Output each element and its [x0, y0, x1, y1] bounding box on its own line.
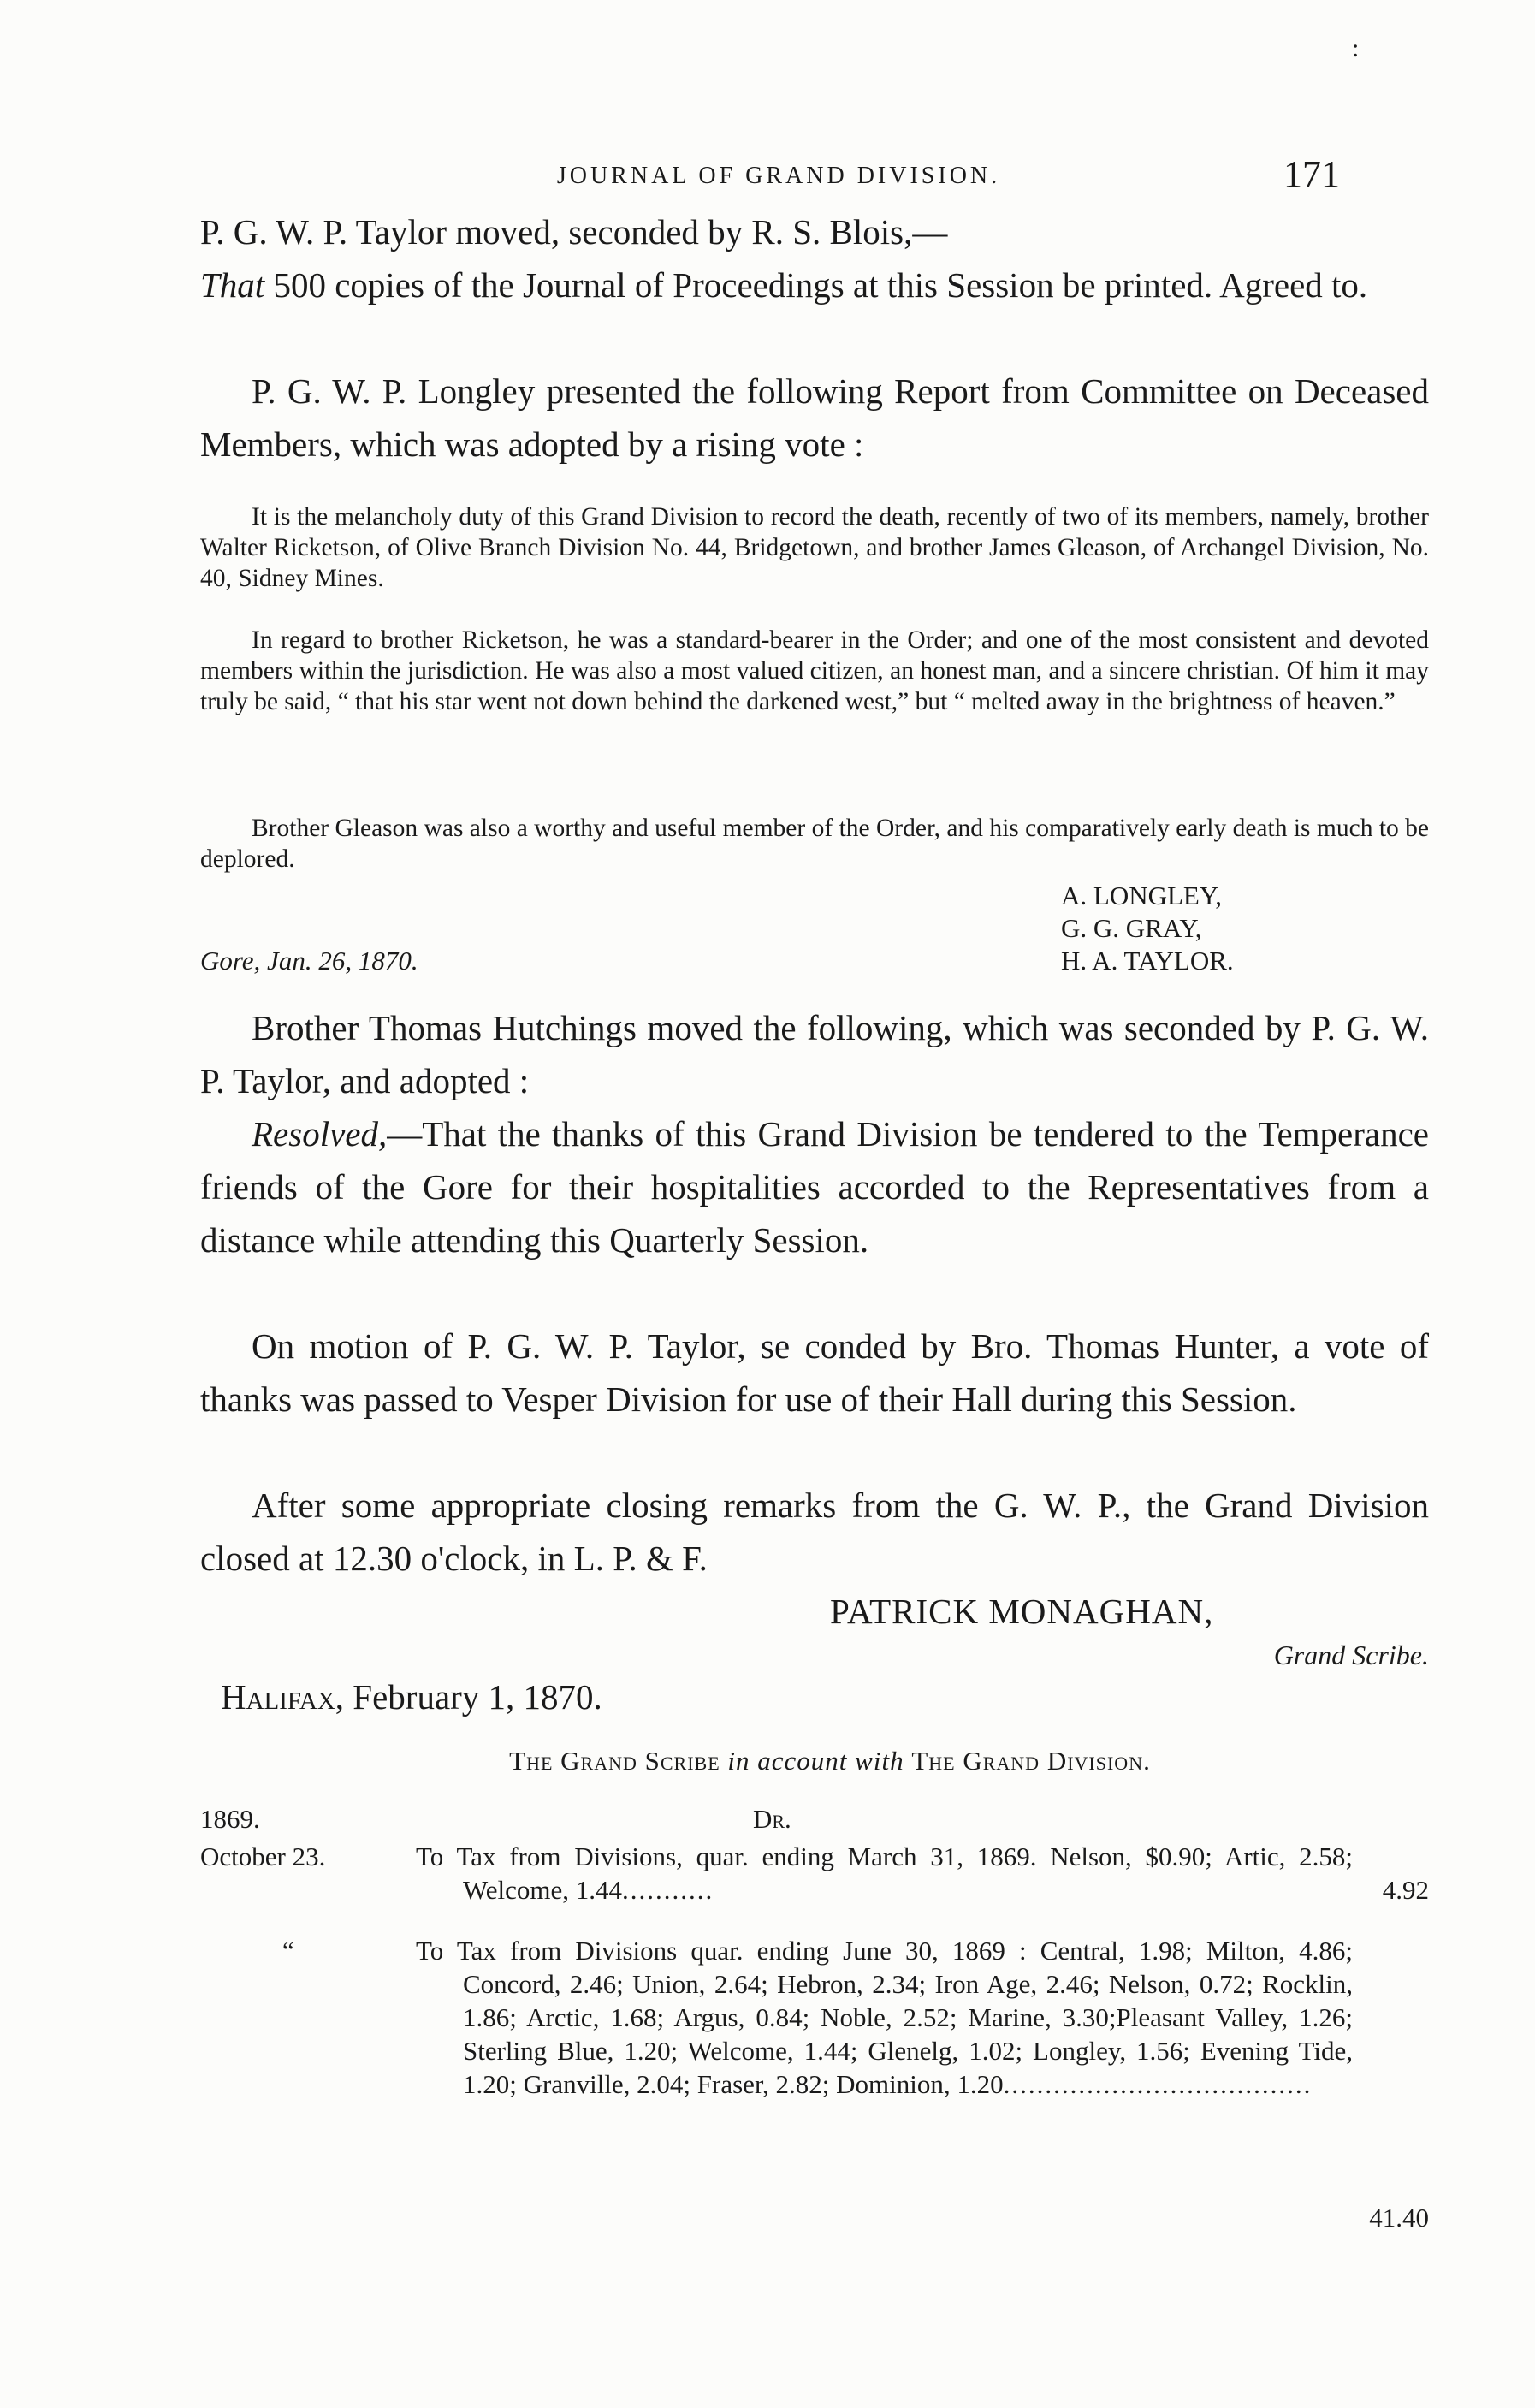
report-paragraph-1: It is the melancholy duty of this Grand Division to record the death, recently of two of its members, namely, brother Walter Ricketson, of Olive Branch Division No. 44, Bridgetown, and brother James Gleason, of Archangel Division, No. 40, Sidney Mines.	[200, 503, 1429, 592]
scribe-title: Grand Scribe.	[1273, 1640, 1429, 1670]
resolution-paragraph-2	[200, 1107, 1429, 1266]
running-title: JOURNAL OF GRAND DIVISION.	[556, 163, 1001, 189]
ledger-entry-body: To Tax from Divisions, quar. ending March 31, 1869. Nelson, $0.90; Artic, 2.58; Welcome, 1.44	[416, 1842, 1353, 1905]
closing-date: , February 1, 1870.	[335, 1677, 602, 1717]
ledger-entry-text	[416, 1840, 1353, 1907]
account-year: 1869.	[200, 1804, 260, 1834]
closing-place-date	[221, 1670, 991, 1723]
ledger-dot-leader: .....................................	[1003, 2069, 1313, 2099]
minutes-paragraph-2	[200, 258, 1429, 311]
scribe-name: PATRICK MONAGHAN,	[830, 1592, 1214, 1631]
account-heading-right: The Grand Division.	[911, 1746, 1151, 1776]
resolution-paragraph-3: On motion of P. G. W. P. Taylor, se conded by Bro. Thomas Hunter, a vote of thanks was passed to Vesper Division for use of their Hall during this Session.	[200, 1326, 1429, 1419]
ledger-date: October 23.	[200, 1842, 326, 1871]
resolution-paragraph-1: Brother Thomas Hutchings moved the following, which was seconded by P. G. W. P. Taylor, and adopted :	[200, 1008, 1429, 1100]
ledger-dot-leader: ...........	[622, 1875, 714, 1905]
that-lead: That	[200, 265, 265, 305]
account-side: Dr.	[753, 1804, 791, 1834]
ledger-date-ditto: “	[282, 1936, 294, 1966]
signer: A. LONGLEY,	[1061, 881, 1222, 910]
corner-mark: :	[1352, 34, 1360, 62]
account-heading-left: The Grand Scribe	[509, 1746, 720, 1776]
page-number: 171	[1283, 153, 1340, 195]
resolution-paragraph-4: After some appropriate closing remarks from the G. W. P., the Grand Division closed at 12.30 o'clock, in L. P. & F.	[200, 1486, 1429, 1578]
resolved-lead: Resolved,	[252, 1114, 388, 1154]
signer: H. A. TAYLOR.	[1061, 946, 1234, 976]
ledger-entry-text	[416, 1934, 1353, 2101]
account-heading	[334, 1746, 1326, 1776]
account-heading-mid: in account with	[720, 1746, 912, 1776]
minutes-paragraph-1: P. G. W. P. Taylor moved, seconded by R. S. Blois,—	[200, 212, 948, 252]
ledger-amount: 4.92	[1382, 1875, 1429, 1905]
report-place-date: Gore, Jan. 26, 1870.	[200, 946, 418, 976]
that-text: 500 copies of the Journal of Proceedings at this Session be printed. Agreed to.	[264, 265, 1368, 305]
signer: G. G. GRAY,	[1061, 913, 1202, 943]
resolved-text: —That the thanks of this Grand Division be tendered to the Temperance friends of the Gore for their hospitalities accorded to the Representatives from a distance while attending this Quarterly Session.	[200, 1114, 1429, 1260]
minutes-paragraph-3: P. G. W. P. Longley presented the following Report from Committee on Deceased Members, which was adopted by a rising vote :	[200, 371, 1429, 464]
ledger-amount: 41.40	[1369, 2203, 1429, 2233]
report-paragraph-2: In regard to brother Ricketson, he was a standard-bearer in the Order; and one of the most consistent and devoted members within the jurisdiction. He was also a most valued citizen, an honest man, and a sincere christian. Of him it may truly be said, “ that his star went not down behind the darkened west,” but “ melted away in the brightness of heaven.”	[200, 626, 1429, 715]
report-signers	[1061, 880, 1420, 977]
report-paragraph-3: Brother Gleason was also a worthy and useful member of the Order, and his comparatively early death is much to be deplored.	[200, 815, 1429, 873]
ledger-entry-body: To Tax from Divisions quar. ending June 30, 1869 : Central, 1.98; Milton, 4.86; Concord, 2.46; Union, 2.64; Hebron, 2.34; Iron Age, 2.46; Nelson, 0.72; Rocklin, 1.86; Arctic, 1.68; Argus, 0.84; Noble, 2.52; Marine, 3.30;Pleasant Valley, 1.26; Sterling Blue, 1.20; Welcome, 1.44; Glenelg, 1.02; Longley, 1.56; Evening Tide, 1.20; Granville, 2.04; Fraser, 2.82; Dominion, 1.20	[416, 1936, 1353, 2099]
place-name: Halifax	[221, 1677, 335, 1717]
